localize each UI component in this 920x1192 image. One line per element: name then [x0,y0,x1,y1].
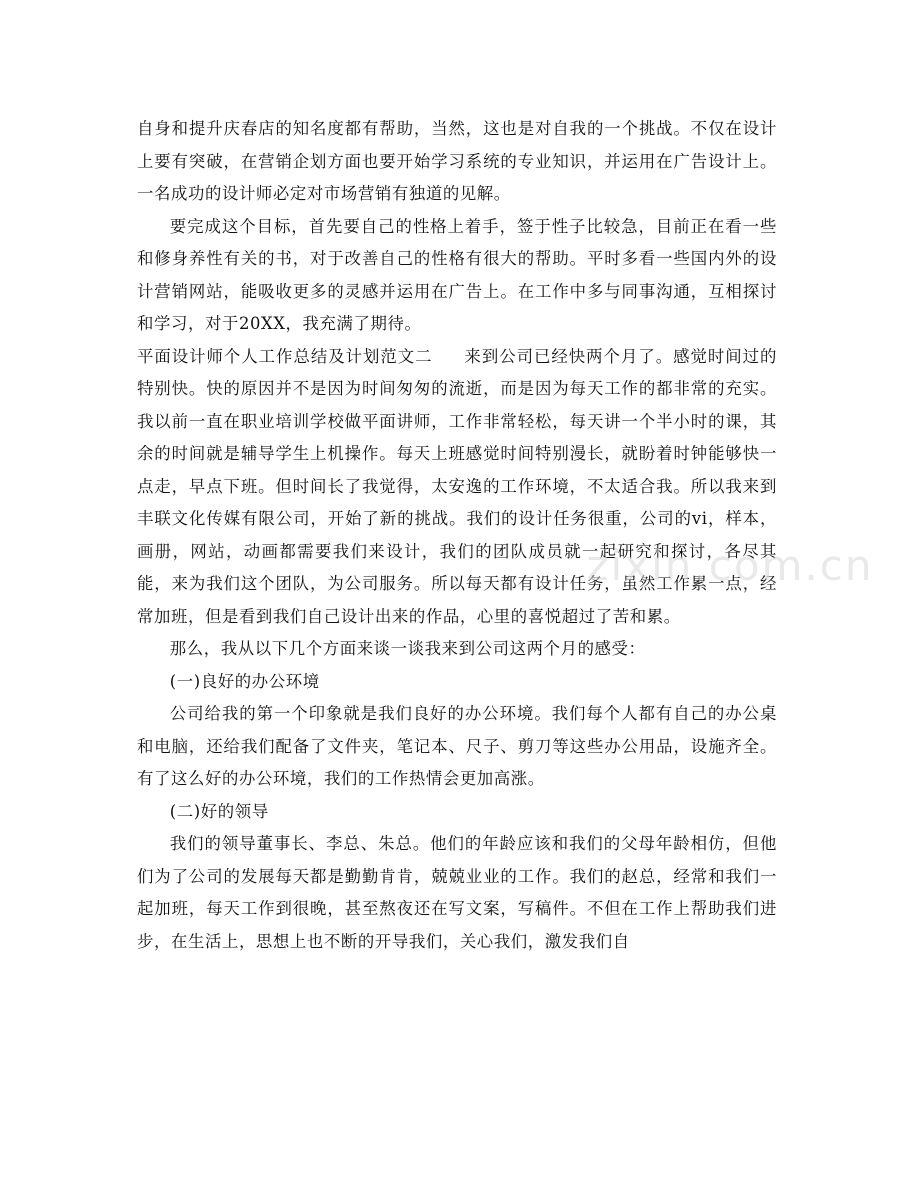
paragraph-8: 我们的领导董事长、李总、朱总。他们的年龄应该和我们的父母年龄相仿，但他们为了公司的发展每天都是勤勤肯肯，兢兢业业的工作。我们的赵总，经常和我们一起加班，每天工作到很晚，甚至熬夜还在写文案，写稿件。不但在工作上帮助我们进步，在生活上，思想上也不断的开导我们，关心我们，激发我们自 [137,834,777,951]
paragraph-1: 自身和提升庆春店的知名度都有帮助，当然，这也是对自我的一个挑战。不仅在设计上要有突破，在营销企划方面也要开始学习系统的专业知识，并运用在广告设计上。一名成功的设计师必定对市场营销有独道的见解。 [137,119,777,203]
watermark: zixin.com.cn [586,540,874,590]
paragraph-6: 公司给我的第一个印象就是我们良好的办公环境。我们每个人都有自己的办公桌和电脑，还给我们配备了文件夹，笔记本、尺子、剪刀等这些办公用品，设施齐全。有了这么好的办公环境，我们的工作热情会更加高涨。 [137,704,777,788]
document-body [137,113,777,958]
section-heading: 平面设计师个人工作总结及计划范文二 [137,346,433,366]
paragraph-3 [137,341,777,634]
paragraph-3-text: 来到公司已经快两个月了。感觉时间过的特别快。快的原因并不是因为时间匆匆的流逝，而是因为每天工作的都非常的充实。我以前一直在职业培训学校做平面讲师，工作非常轻松，每天讲一个半小时的课，其余的时间就是辅导学生上机操作。每天上班感觉时间特别漫长，就盼着时钟能够快一点走，早点下班。但时间长了我觉得，太安逸的工作环境，不太适合我。所以我来到丰联文化传媒有限公司，开始了新的挑战。我们的设计任务很重，公司的vi，样本，画册，网站，动画都需要我们来设计，我们的团队成员就一起研究和探讨，各尽其能，来为我们这个团队，为公司服务。所以每天都有设计任务，虽然工作累一点，经常加班，但是看到我们自己设计出来的作品，心里的喜悦超过了苦和累。 [137,346,777,626]
paragraph-4: 那么，我从以下几个方面来谈一谈我来到公司这两个月的感受： [169,639,646,658]
paragraph-2: 要完成这个目标，首先要自己的性格上着手，签于性子比较急，目前正在看一些和修身养性有关的书，对于改善自己的性格有很大的帮助。平时多看一些国内外的设计营销网站，能吸收更多的灵感并运用在广告上。在工作中多与同事沟通，互相探讨和学习，对于20XX，我充满了期待。 [137,216,777,333]
subheading-office-environment: (一)良好的办公环境 [169,671,320,691]
subheading-good-leadership: (二)好的领导 [169,801,269,821]
